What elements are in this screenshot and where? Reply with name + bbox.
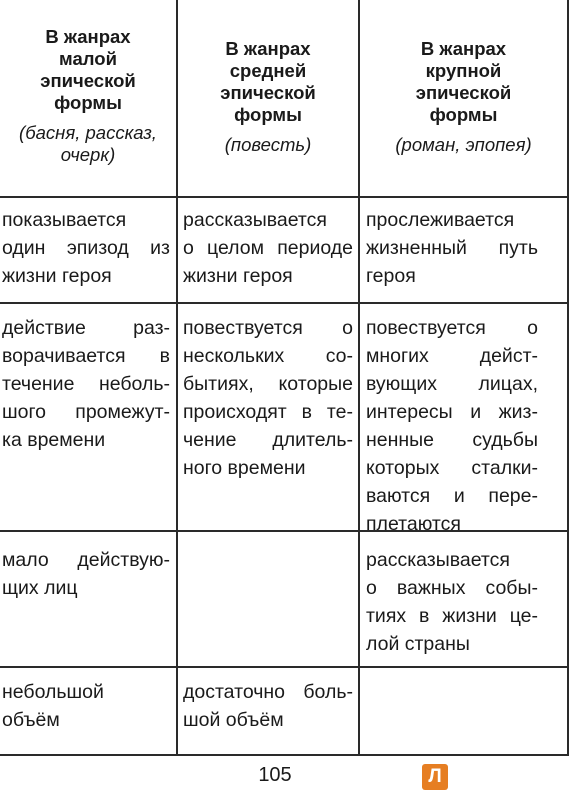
header-medium-genres [178,38,358,156]
table-cell [2,314,170,454]
cell-line: вующих лицах, [366,373,538,395]
cell-line: показывается [2,209,127,231]
cell-line: небольшой [2,681,104,703]
header-title-line: малой [59,48,117,69]
table-cell [183,678,353,734]
cell-line: ного времени [183,457,306,479]
cell-line: ваются и пере- [366,485,538,507]
header-large-genres [360,38,567,156]
cell-line: многих дейст- [366,345,538,367]
cell-line: лой страны [366,633,470,655]
header-title-line: В жанрах [225,38,311,59]
page-number: 105 [258,764,292,786]
cell-line: плетаются [366,513,461,535]
header-title-line: крупной [425,60,502,81]
header-title-line: В жанрах [420,38,507,59]
row-divider [0,666,569,668]
header-title-line: формы [54,92,122,113]
cell-line: один эпизод из [2,237,170,259]
cell-line: ка времени [2,429,106,451]
header-title-line: В жанрах [45,26,131,47]
cell-line: мало действую- [2,549,170,571]
table-cell [366,206,538,290]
header-small-genres [0,26,176,166]
cell-line: бытиях, которые [183,373,353,395]
cell-line: интересы и жиз- [366,401,538,423]
table-cell [2,206,170,290]
header-title-line: формы [234,104,302,125]
table-cell [366,546,538,658]
header-subtitle-line: (роман, эпопея) [395,134,532,155]
header-title-line: средней [229,60,307,81]
row-divider [0,302,569,304]
cell-line: о целом периоде [183,237,353,259]
header-subtitle-line: очерк) [60,144,116,165]
header-title-line: эпической [415,82,512,103]
table-cell [2,546,170,602]
table-cell [366,314,538,538]
cell-line: чение длитель- [183,429,353,451]
header-title-line: формы [429,104,498,125]
cell-line: которых сталки- [366,457,538,479]
cell-line: ненные судьбы [366,429,538,451]
cell-line: жизни героя [2,265,112,287]
cell-line: героя [366,265,416,287]
cell-line: шой объём [183,709,284,731]
cell-line: щих лиц [2,577,78,599]
cell-line: достаточно боль- [183,681,353,703]
header-subtitle-line: (повесть) [224,134,312,155]
cell-line: шого промежут- [2,401,170,423]
row-divider [0,754,569,756]
cell-line: жизненный путь [366,237,538,259]
cell-line: нескольких со- [183,345,353,367]
header-title-line: эпической [220,82,316,103]
table-cell [183,314,353,482]
cell-line: рассказывается [183,209,327,231]
cell-line: повествуется о [183,317,353,339]
cell-line: тиях в жизни це- [366,605,538,627]
cell-line: ворачивается в [2,345,170,367]
header-subtitle-line: (басня, рассказ, [19,122,157,143]
row-divider [0,196,569,198]
cell-line: течение неболь- [2,373,170,395]
cell-line: рассказывается [366,549,510,571]
cell-line: о важных собы- [366,577,538,599]
publisher-logo-icon: Л [422,764,448,790]
cell-line: происходят в те- [183,401,353,423]
cell-line: объём [2,709,60,731]
cell-line: повествуется о [366,317,538,339]
header-title-line: эпической [40,70,136,91]
cell-line: жизни героя [183,265,293,287]
table-cell [183,206,353,290]
cell-line: действие раз- [2,317,170,339]
table-cell [2,678,170,734]
cell-line: прослеживается [366,209,515,231]
